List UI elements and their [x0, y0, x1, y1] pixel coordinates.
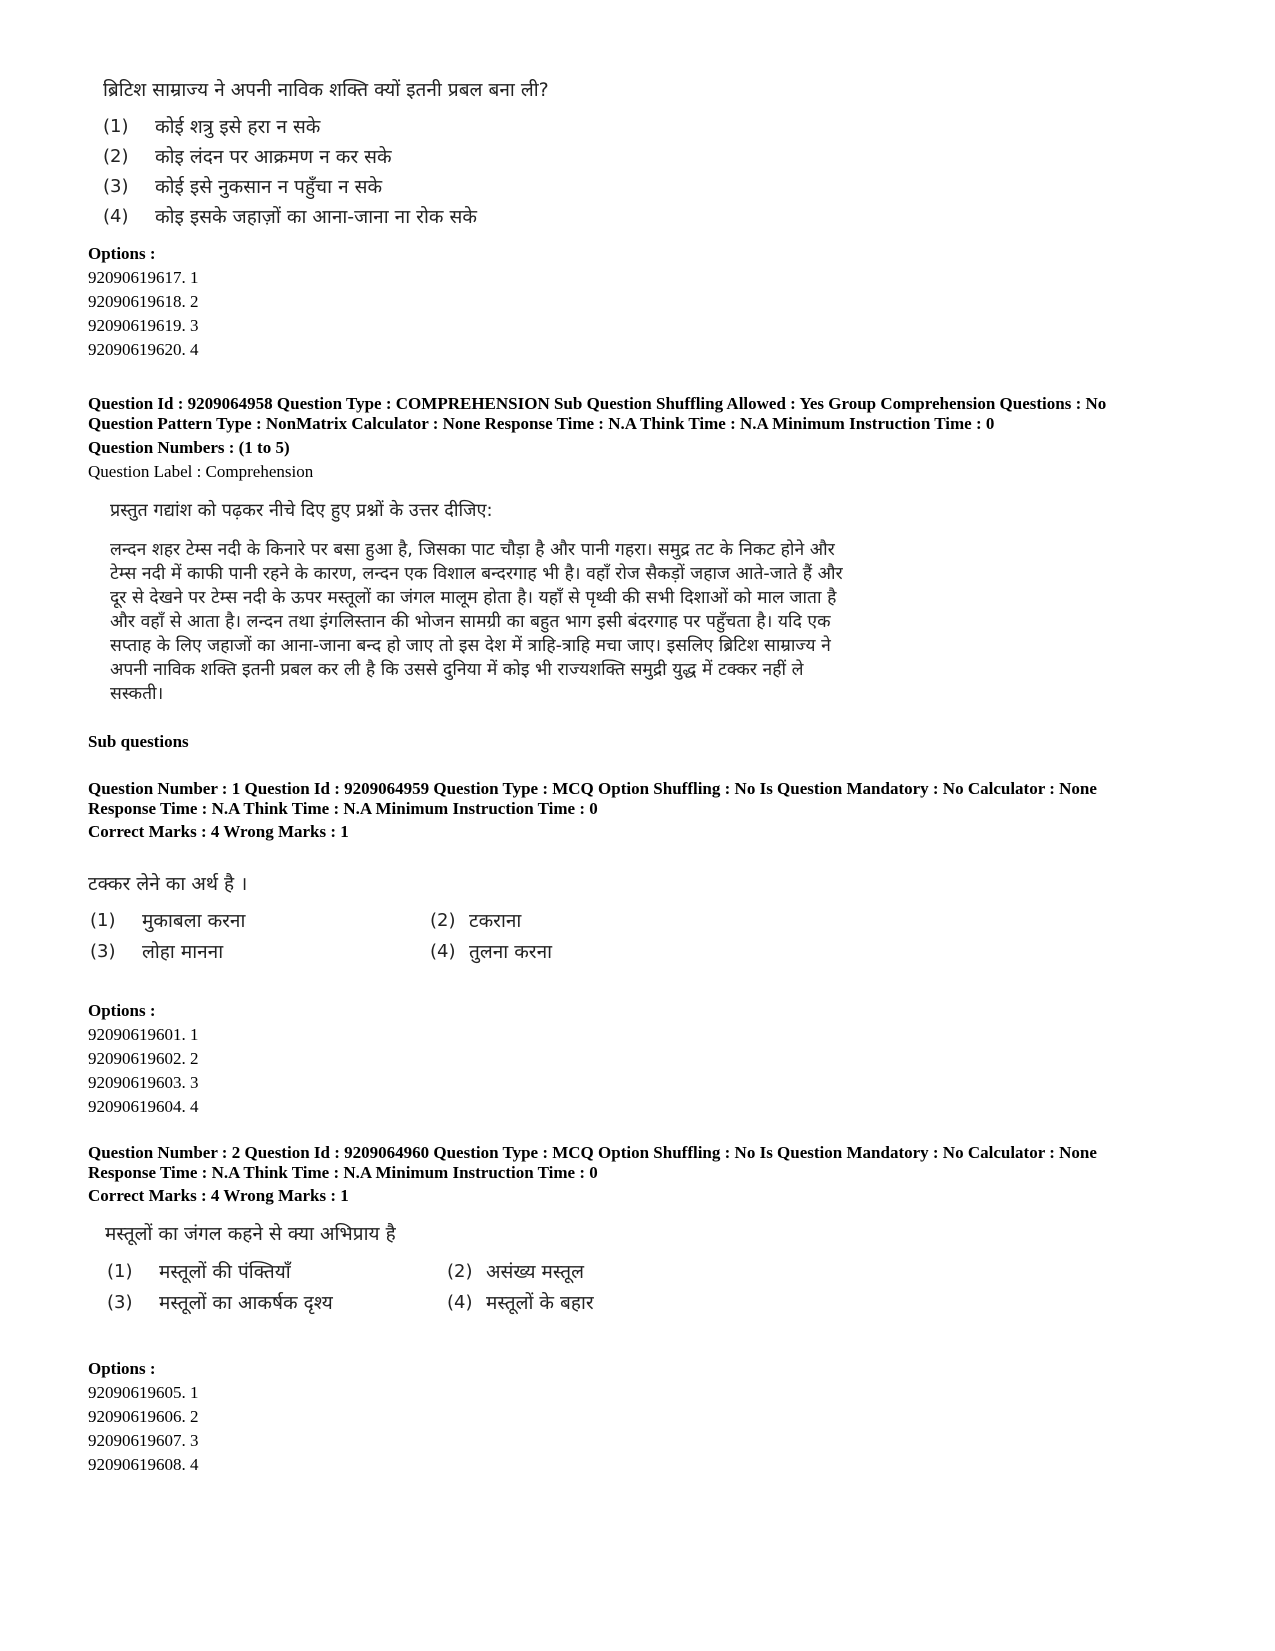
question-meta: Question Id : 9209064958 Question Type : COMPREHENSION Sub Question Shuffling Allowed : Yes Group Comprehension Questions : No	[88, 394, 1107, 413]
option-id: 92090619618. 2	[88, 292, 199, 311]
passage-instruction: प्रस्तुत गद्यांश को पढ़कर नीचे दिए हुए प्रश्नों के उत्तर दीजिए:	[110, 500, 493, 521]
option-id: 92090619601. 1	[88, 1025, 199, 1044]
option-id: 92090619604. 4	[88, 1097, 199, 1116]
option-id: 92090619619. 3	[88, 316, 199, 335]
choice-text: टकराना	[469, 910, 522, 932]
choice-number: (1)	[103, 116, 129, 137]
options-heading: Options :	[88, 1001, 156, 1020]
question-meta: Response Time : N.A Think Time : N.A Minimum Instruction Time : 0	[88, 799, 598, 818]
question-meta: Question Number : 1 Question Id : 9209064959 Question Type : MCQ Option Shuffling : No Is Question Mandatory : No Calculator : None	[88, 779, 1097, 798]
choice-number: (2)	[103, 146, 129, 167]
choice-number: (1)	[107, 1261, 133, 1282]
choice-number: (2)	[430, 910, 456, 931]
question-marks: Correct Marks : 4 Wrong Marks : 1	[88, 822, 349, 841]
choice-text: कोई शत्रु इसे हरा न सके	[155, 116, 321, 138]
choice-text: मस्तूलों का आकर्षक दृश्य	[159, 1292, 333, 1314]
choice-number: (3)	[103, 176, 129, 197]
option-id: 92090619608. 4	[88, 1455, 199, 1474]
question-meta: Question Pattern Type : NonMatrix Calculator : None Response Time : N.A Think Time : N.A Minimum Instruction Time : 0	[88, 414, 995, 433]
choice-number: (3)	[90, 941, 116, 962]
choice-number: (2)	[447, 1261, 473, 1282]
choice-text: असंख्य मस्तूल	[486, 1261, 584, 1283]
options-heading: Options :	[88, 1359, 156, 1378]
choice-text: मुकाबला करना	[142, 910, 246, 932]
passage-paragraph: लन्दन शहर टेम्स नदी के किनारे पर बसा हुआ है, जिसका पाट चौड़ा है और पानी गहरा। समुद्र तट के निकट होने और टेम्स नदी में काफी पानी रहने के कारण, लन्दन एक विशाल बन्दरगाह भी है। वहाँ रोज सैकड़ों जहाज आते-जाते हैं और दूर से देखने पर टेम्स नदी के ऊपर मस्तूलों का जंगल मालूम होता है। यहाँ से पृथ्वी की सभी दिशाओं को माल जाता है और वहाँ से आता है। लन्दन तथा इंगलिस्तान की भोजन सामग्री का बहुत भाग इसी बंदरगाह पर पहुँचता है। यदि एक सप्ताह के लिए जहाजों का आना-जाना बन्द हो जाए तो इस देश में त्राहि-त्राहि मचा जाए। इसलिए ब्रिटिश साम्राज्य ने अपनी नाविक शक्ति इतनी प्रबल कर ली है कि उससे दुनिया में कोइ भी राज्यशक्ति समुद्री युद्ध में टक्कर नहीं ले सस्कती।	[110, 540, 843, 704]
question-meta: Question Number : 2 Question Id : 9209064960 Question Type : MCQ Option Shuffling : No Is Question Mandatory : No Calculator : None	[88, 1143, 1097, 1162]
question-meta: Response Time : N.A Think Time : N.A Minimum Instruction Time : 0	[88, 1163, 598, 1182]
passage-text	[110, 538, 850, 706]
choice-text: मस्तूलों के बहार	[486, 1292, 594, 1314]
question-marks: Correct Marks : 4 Wrong Marks : 1	[88, 1186, 349, 1205]
option-id: 92090619602. 2	[88, 1049, 199, 1068]
sub-questions-heading: Sub questions	[88, 732, 189, 751]
option-id: 92090619606. 2	[88, 1407, 199, 1426]
choice-text: कोई इसे नुकसान न पहुँचा न सके	[155, 176, 383, 198]
option-id: 92090619617. 1	[88, 268, 199, 287]
question-numbers: Question Numbers : (1 to 5)	[88, 438, 290, 457]
choice-number: (4)	[447, 1292, 473, 1313]
choice-number: (1)	[90, 910, 116, 931]
option-id: 92090619620. 4	[88, 340, 199, 359]
option-id: 92090619603. 3	[88, 1073, 199, 1092]
choice-number: (3)	[107, 1292, 133, 1313]
choice-text: लोहा मानना	[142, 941, 224, 963]
question-text: ब्रिटिश साम्राज्य ने अपनी नाविक शक्ति क्यों इतनी प्रबल बना ली?	[103, 79, 549, 101]
choice-text: कोइ लंदन पर आक्रमण न कर सके	[155, 146, 392, 168]
choice-number: (4)	[430, 941, 456, 962]
choice-text: तुलना करना	[469, 941, 553, 963]
choice-text: मस्तूलों की पंक्तियाँ	[159, 1261, 291, 1283]
choice-number: (4)	[103, 206, 129, 227]
option-id: 92090619605. 1	[88, 1383, 199, 1402]
question-text: मस्तूलों का जंगल कहने से क्या अभिप्राय है	[105, 1223, 396, 1245]
option-id: 92090619607. 3	[88, 1431, 199, 1450]
choice-text: कोइ इसके जहाज़ों का आना-जाना ना रोक सके	[155, 206, 477, 228]
question-text: टक्कर लेने का अर्थ है ।	[88, 873, 248, 895]
options-heading: Options :	[88, 244, 156, 263]
question-label: Question Label : Comprehension	[88, 462, 314, 481]
